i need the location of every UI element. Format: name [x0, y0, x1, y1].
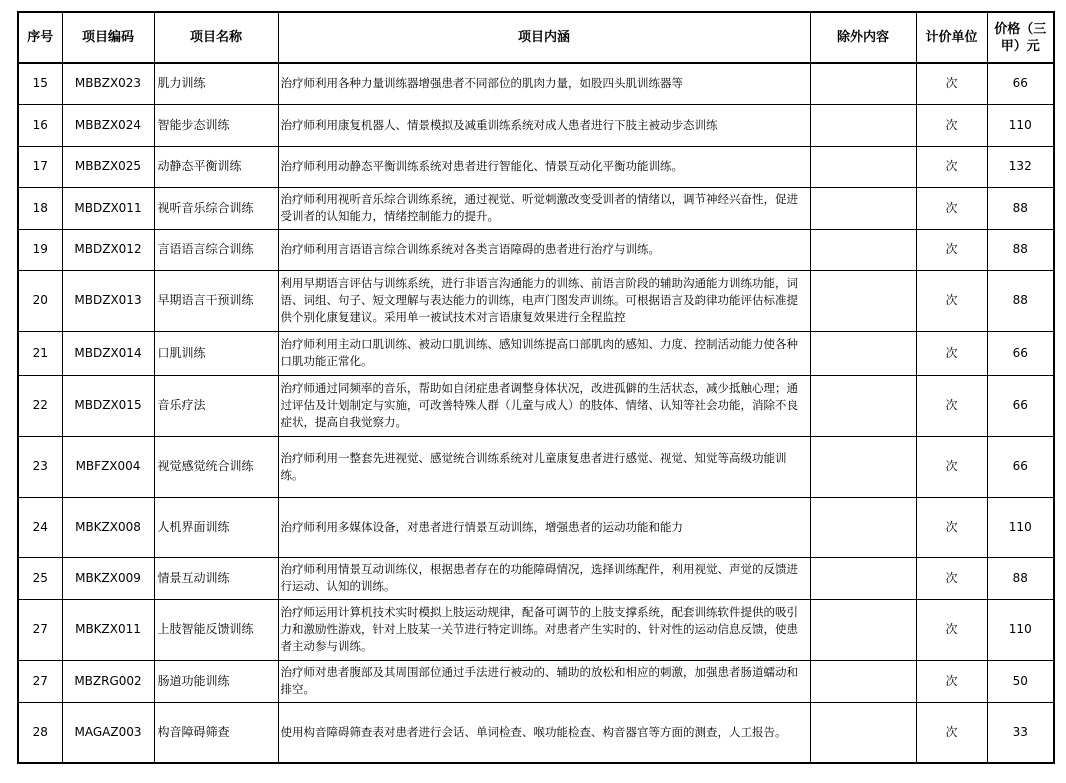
cell-excluded: [810, 497, 916, 557]
cell-seq: 28: [18, 702, 62, 763]
cell-code: MBKZX011: [62, 599, 154, 660]
table-row: [18, 229, 1054, 270]
cell-seq: 15: [18, 63, 62, 104]
header-price: 价格（三甲）元: [987, 12, 1054, 63]
cell-seq: 23: [18, 436, 62, 497]
cell-seq: 27: [18, 660, 62, 702]
cell-excluded: [810, 660, 916, 702]
cell-content: 治疗师利用多媒体设备，对患者进行情景互动训练，增强患者的运动功能和能力: [278, 497, 810, 557]
cell-excluded: [810, 331, 916, 375]
cell-excluded: [810, 599, 916, 660]
cell-content: 治疗师利用一整套先进视觉、感觉统合训练系统对儿童康复患者进行感觉、视觉、知觉等高级功能训练。: [278, 436, 810, 497]
cell-content: 治疗师利用视听音乐综合训练系统，通过视觉、听觉刺激改变受训者的情绪以，调节神经兴奋性，促进受训者的认知能力，情绪控制能力的提升。: [278, 187, 810, 229]
cell-content: 治疗师通过同频率的音乐，帮助如自闭症患者调整身体状况，改进孤僻的生活状态，减少抵触心理；通过评估及计划制定与实施，可改善特殊人群（儿童与成人）的肢体、情绪、认知等社会功能，消除不良症状，提高自我觉察力。: [278, 375, 810, 436]
cell-price: 110: [987, 497, 1054, 557]
table-row: [18, 270, 1054, 331]
cell-seq: 19: [18, 229, 62, 270]
cell-unit: 次: [916, 497, 987, 557]
cell-price: 88: [987, 557, 1054, 599]
cell-content: 治疗师利用动静态平衡训练系统对患者进行智能化、情景互动化平衡功能训练。: [278, 146, 810, 187]
header-seq: 序号: [18, 12, 62, 63]
cell-price: 50: [987, 660, 1054, 702]
cell-price: 66: [987, 331, 1054, 375]
table-row: [18, 599, 1054, 660]
table-row: [18, 146, 1054, 187]
table-row: [18, 331, 1054, 375]
cell-seq: 27: [18, 599, 62, 660]
cell-excluded: [810, 63, 916, 104]
cell-price: 33: [987, 702, 1054, 763]
cell-content: 治疗师利用主动口肌训练、被动口肌训练、感知训练提高口部肌肉的感知、力度、控制活动能力使各种口肌功能正常化。: [278, 331, 810, 375]
cell-unit: 次: [916, 557, 987, 599]
cell-price: 66: [987, 436, 1054, 497]
cell-seq: 17: [18, 146, 62, 187]
table-header-row: [18, 12, 1054, 63]
cell-unit: 次: [916, 436, 987, 497]
cell-name: 早期语言干预训练: [154, 270, 278, 331]
cell-code: MBDZX014: [62, 331, 154, 375]
cell-seq: 18: [18, 187, 62, 229]
cell-code: MBDZX015: [62, 375, 154, 436]
cell-unit: 次: [916, 331, 987, 375]
cell-name: 动静态平衡训练: [154, 146, 278, 187]
header-content: 项目内涵: [278, 12, 810, 63]
header-unit: 计价单位: [916, 12, 987, 63]
cell-excluded: [810, 702, 916, 763]
cell-unit: 次: [916, 63, 987, 104]
header-code: 项目编码: [62, 12, 154, 63]
cell-unit: 次: [916, 104, 987, 146]
cell-name: 口肌训练: [154, 331, 278, 375]
cell-unit: 次: [916, 146, 987, 187]
cell-price: 110: [987, 104, 1054, 146]
header-excluded: 除外内容: [810, 12, 916, 63]
cell-price: 110: [987, 599, 1054, 660]
cell-unit: 次: [916, 375, 987, 436]
cell-name: 情景互动训练: [154, 557, 278, 599]
cell-name: 视觉感觉统合训练: [154, 436, 278, 497]
cell-name: 人机界面训练: [154, 497, 278, 557]
cell-unit: 次: [916, 660, 987, 702]
cell-price: 132: [987, 146, 1054, 187]
cell-content: 治疗师利用言语语言综合训练系统对各类言语障碍的患者进行治疗与训练。: [278, 229, 810, 270]
cell-unit: 次: [916, 599, 987, 660]
cell-name: 上肢智能反馈训练: [154, 599, 278, 660]
cell-seq: 24: [18, 497, 62, 557]
cell-code: MAGAZ003: [62, 702, 154, 763]
table-row: [18, 436, 1054, 497]
cell-seq: 16: [18, 104, 62, 146]
cell-excluded: [810, 229, 916, 270]
cell-price: 66: [987, 63, 1054, 104]
cell-code: MBBZX024: [62, 104, 154, 146]
cell-unit: 次: [916, 270, 987, 331]
cell-price: 88: [987, 229, 1054, 270]
cell-code: MBDZX012: [62, 229, 154, 270]
cell-content: 治疗师利用各种力量训练器增强患者不同部位的肌肉力量，如股四头肌训练器等: [278, 63, 810, 104]
cell-name: 音乐疗法: [154, 375, 278, 436]
cell-unit: 次: [916, 702, 987, 763]
cell-content: 利用早期语言评估与训练系统，进行非语言沟通能力的训练、前语言阶段的辅助沟通能力训练功能，词语、词组、句子、短文理解与表达能力的训练，电声门图发声训练。可根据语言及韵律功能评估标准提供个别化康复建议。采用单一被试技术对言语康复效果进行全程监控: [278, 270, 810, 331]
cell-excluded: [810, 436, 916, 497]
price-table: [17, 11, 1055, 764]
cell-content: 治疗师利用情景互动训练仪，根据患者存在的功能障碍情况，选择训练配件，利用视觉、声觉的反馈进行运动、认知的训练。: [278, 557, 810, 599]
cell-content: 治疗师运用计算机技术实时模拟上肢运动规律，配备可调节的上肢支撑系统，配套训练软件提供的吸引力和激励性游戏，针对上肢某一关节进行特定训练。对患者产生实时的、针对性的运动信息反馈，使患者主动参与训练。: [278, 599, 810, 660]
cell-code: MBDZX013: [62, 270, 154, 331]
table-row: [18, 660, 1054, 702]
cell-excluded: [810, 270, 916, 331]
cell-excluded: [810, 375, 916, 436]
cell-code: MBKZX008: [62, 497, 154, 557]
cell-name: 言语语言综合训练: [154, 229, 278, 270]
cell-code: MBFZX004: [62, 436, 154, 497]
cell-code: MBKZX009: [62, 557, 154, 599]
cell-code: MBZRG002: [62, 660, 154, 702]
table-row: [18, 557, 1054, 599]
cell-unit: 次: [916, 229, 987, 270]
cell-name: 肠道功能训练: [154, 660, 278, 702]
cell-name: 视听音乐综合训练: [154, 187, 278, 229]
cell-excluded: [810, 104, 916, 146]
table-row: [18, 104, 1054, 146]
cell-content: 使用构音障碍筛查表对患者进行会话、单词检查、喉功能检查、构音器官等方面的测查，人工报告。: [278, 702, 810, 763]
cell-content: 治疗师利用康复机器人、情景模拟及减重训练系统对成人患者进行下肢主被动步态训练: [278, 104, 810, 146]
cell-seq: 25: [18, 557, 62, 599]
cell-code: MBBZX023: [62, 63, 154, 104]
cell-excluded: [810, 557, 916, 599]
header-name: 项目名称: [154, 12, 278, 63]
cell-name: 构音障碍筛查: [154, 702, 278, 763]
table-row: [18, 702, 1054, 763]
cell-unit: 次: [916, 187, 987, 229]
cell-price: 66: [987, 375, 1054, 436]
cell-name: 肌力训练: [154, 63, 278, 104]
cell-code: MBBZX025: [62, 146, 154, 187]
cell-content: 治疗师对患者腹部及其周围部位通过手法进行被动的、辅助的放松和相应的刺激，加强患者肠道蠕动和排空。: [278, 660, 810, 702]
cell-seq: 21: [18, 331, 62, 375]
table-row: [18, 497, 1054, 557]
cell-price: 88: [987, 270, 1054, 331]
cell-price: 88: [987, 187, 1054, 229]
table-row: [18, 63, 1054, 104]
table-row: [18, 375, 1054, 436]
cell-excluded: [810, 146, 916, 187]
cell-seq: 22: [18, 375, 62, 436]
cell-code: MBDZX011: [62, 187, 154, 229]
cell-seq: 20: [18, 270, 62, 331]
cell-name: 智能步态训练: [154, 104, 278, 146]
table-row: [18, 187, 1054, 229]
cell-excluded: [810, 187, 916, 229]
